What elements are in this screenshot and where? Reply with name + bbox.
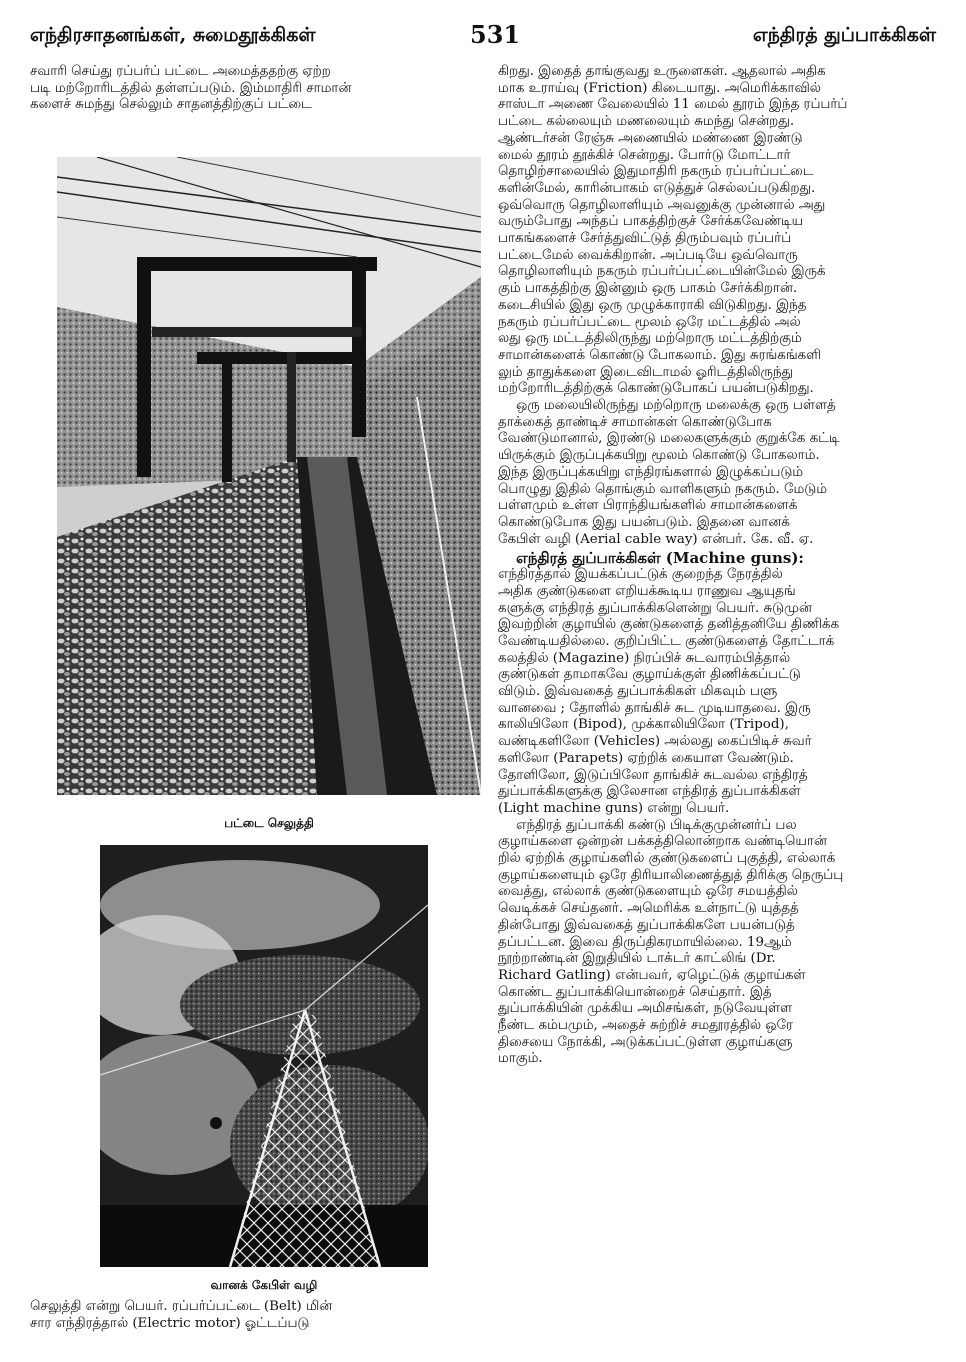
text-line: நீண்ட கம்பமும், அதைச் சுற்றிச் சமதூரத்தில் ஒரே bbox=[498, 1018, 793, 1034]
text-line: குண்டுகள் தாமாகவே குழாய்க்குள் திணிக்கப்பட்டு bbox=[498, 667, 801, 683]
text-line: குழாய்களையும் ஒரே திரியாலிணைத்துத் திரிக்கு நெருப்பு bbox=[498, 867, 844, 883]
text-line: நகரும் ரப்பர்ப்பட்டை மூலம் ஒரே மட்டத்தில் அல் bbox=[498, 314, 801, 330]
text-line: கொண்ட துப்பாக்கியொன்றைச் செய்தார். இத் bbox=[498, 984, 772, 1000]
text-line: சாமான்களைக் கொண்டு போகலாம். இது சுரங்கங்களி bbox=[498, 347, 821, 363]
text-line: றில் ஏற்றிக் குழாய்களில் குண்டுகளைப் புகுத்தி, எல்லாக் bbox=[498, 851, 836, 867]
text-line: களைச் சுமந்து செல்லும் சாதனத்திற்குப் பட்டை bbox=[30, 97, 312, 113]
text-line: கலத்தில் (Magazine) நிரப்பிச் சுடவாரம்பித்தால் bbox=[498, 650, 791, 666]
text-line: சார எந்திரத்தால் (Electric motor) ஓட்டப்படு bbox=[30, 1315, 310, 1331]
text-line: யிருக்கும் இருப்புக்கயிறு மூலம் கொண்டு போகலாம். bbox=[498, 448, 820, 464]
page-number: 531 bbox=[470, 20, 521, 49]
text-line: பட்டை கல்லையும் மணலையும் சுமந்து சென்றது. bbox=[498, 114, 795, 130]
text-line: தொழிலாளியும் நகரும் ரப்பர்ப்பட்டையின்மேல் இருக் bbox=[498, 264, 826, 280]
text-line: பட்டைமேல் வைக்கிறான். அப்படியே ஒவ்வொரு bbox=[498, 247, 798, 263]
text-line: வண்டிகளிலோ (Vehicles) அல்லது கைப்பிடிச் சுவர் bbox=[498, 734, 812, 750]
text-line: கேபிள் வழி (Aerial cable way) என்பர். கே. வீ. ஏ. bbox=[498, 531, 814, 547]
text-line: நூற்றாண்டின் இறுதியில் டாக்டர் காட்லிங் (Dr. bbox=[498, 951, 776, 967]
text-line: ஆண்டர்சன் ரேஞ்சு அணையில் மண்ணை இரண்டு bbox=[498, 130, 803, 146]
text-line: வரும்போது அந்தப் பாகத்திற்குச் சேர்க்கவேண்டிய bbox=[498, 214, 804, 230]
text-line: கிறது. இதைத் தாங்குவது உருளைகள். ஆதலால் அதிக bbox=[498, 64, 826, 79]
text-line: எந்திரத் துப்பாக்கி கண்டு பிடிக்குமுன்னர்ப் பல bbox=[516, 817, 797, 833]
page-header bbox=[0, 18, 966, 50]
text-line: சாஸ்டா அணை வேலையில் 11 மைல் தூரம் இந்த ரப்பர்ப் bbox=[498, 97, 848, 113]
section-heading: எந்திரத் துப்பாக்கிகள் (Machine guns): bbox=[516, 549, 804, 568]
text-line: திசையை நோக்கி, அடுக்கப்பட்டுள்ள குழாய்களு bbox=[498, 1034, 793, 1050]
text-line: லது ஒரு மட்டத்திலிருந்து மற்றொரு மட்டத்திற்கும் bbox=[498, 331, 802, 347]
text-line: தப்பட்டன. இவை திருப்திகரமாயில்லை. 19ஆம் bbox=[498, 934, 792, 950]
figure-caption: வானக் கேபிள் வழி bbox=[210, 1278, 318, 1292]
text-line: தாக்கைத் தாண்டிச் சாமான்கள் கொண்டுபோக bbox=[498, 414, 772, 430]
text-line: கொண்டுபோக இது பயன்படும். இதனை வானக் bbox=[498, 514, 790, 530]
figure-caption: பட்டை செலுத்தி bbox=[224, 816, 314, 830]
left-column-top-text bbox=[30, 64, 482, 114]
text-line: வானவை ; தோளில் தாங்கிச் சுட முடியாதவை. இரு bbox=[498, 700, 811, 716]
text-line: இவற்றின் குழாயில் குண்டுகளைத் தனித்தனியே திணிக்க bbox=[498, 617, 840, 633]
text-line: பொழுது இதில் தொங்கும் வாளிகளும் நகரும். மேடும் bbox=[498, 481, 827, 497]
text-line: சவாரி செய்து ரப்பர்ப் பட்டை அமைத்ததற்கு ஏற்ற bbox=[30, 64, 331, 79]
text-line: துப்பாக்கிகளுக்கு இலேசான எந்திரத் துப்பாக்கிகள் bbox=[498, 784, 801, 800]
text-line: மைல் தூரம் தூக்கிச் சென்றது. போர்டு மோட்டார் bbox=[498, 147, 791, 163]
text-line: தொழிற்சாலையில் இதுமாதிரி நகரும் ரப்பர்ப்பட்டை bbox=[498, 164, 814, 180]
text-line: கடைசியில் இது ஒரு முழுக்காராகி விடுகிறது. இந்த bbox=[498, 297, 807, 313]
text-line: வெடிக்கச் செய்தனர். அமெரிக்க உள்நாட்டு யுத்தத் bbox=[498, 901, 799, 917]
text-line: Richard Gatling) என்பவர், ஏழெட்டுக் குழாய்கள் bbox=[498, 967, 806, 983]
text-line: களிலோ (Parapets) ஏற்றிக் கையாள வேண்டும். bbox=[498, 750, 794, 766]
text-line: கும் பாகத்திற்கு இன்னும் ஒரு பாகம் சேர்க்கிறான். bbox=[498, 281, 798, 297]
left-column-bottom-text bbox=[30, 1299, 482, 1332]
text-line: ஒவ்வொரு தொழிலாளியும் அவனுக்கு முன்னால் அது bbox=[498, 197, 826, 213]
header-right-title: எந்திரத் துப்பாக்கிகள் bbox=[752, 24, 936, 46]
right-column-text bbox=[498, 64, 942, 1068]
text-line: களுக்கு எந்திரத் துப்பாக்கிகளென்று பெயர். சுடுமுன் bbox=[498, 600, 812, 616]
text-line: மாக உராய்வு (Friction) கிடையாது. அமெரிக்காவில் bbox=[498, 80, 821, 96]
text-line: செலுத்தி என்று பெயர். ரப்பர்ப்பட்டை (Belt) மின் bbox=[30, 1299, 333, 1314]
text-line: விடும். இவ்வகைத் துப்பாக்கிகள் மிகவும் பளு bbox=[498, 684, 778, 700]
header-left-title: எந்திரசாதனங்கள், சுமைதூக்கிகள் bbox=[30, 24, 316, 46]
text-line: வேண்டியதில்லை. குறிப்பிட்ட குண்டுகளைத் தோட்டாக் bbox=[498, 633, 835, 649]
text-line: தோளிலோ, இடுப்பிலோ தாங்கிச் சுடவல்ல எந்திரத் bbox=[498, 767, 808, 783]
text-line: தின்போது இவ்வகைத் துப்பாக்கிகளே பயன்படுத் bbox=[498, 917, 795, 933]
belt-conveyor-photo bbox=[57, 157, 481, 795]
text-line: மற்றோரிடத்திற்குக் கொண்டுபோகப் பயன்படுகிறது. bbox=[498, 381, 814, 397]
text-line: (Light machine guns) என்று பெயர். bbox=[498, 800, 730, 816]
text-line: இந்த இருப்புக்கயிறு எந்திரங்களால் இழுக்கப்படும் bbox=[498, 464, 804, 480]
text-line: எந்திரத்தால் இயக்கப்பட்டுக் குறைந்த நேரத்தில் bbox=[498, 567, 783, 583]
text-line: படி மற்றோரிடத்தில் தள்ளப்படும். இம்மாதிரி சாமான் bbox=[30, 80, 352, 96]
text-line: வைத்து, எல்லாக் குண்டுகளையும் ஒரே சமயத்தில் bbox=[498, 884, 798, 900]
text-line: ஒரு மலையிலிருந்து மற்றொரு மலைக்கு ஒரு பள்ளத் bbox=[516, 398, 836, 414]
text-line: மாகும். bbox=[498, 1051, 543, 1067]
text-line: பாகங்களைச் சேர்த்துவிட்டுத் திரும்பவும் ரப்பர்ப் bbox=[498, 231, 792, 247]
text-line: பள்ளமும் உள்ள பிராந்தியங்களில் சாமான்களைக் bbox=[498, 498, 798, 514]
aerial-cableway-photo bbox=[100, 845, 428, 1267]
text-line: காலியிலோ (Bipod), முக்காலியிலோ (Tripod), bbox=[498, 717, 789, 733]
text-line: குழாய்களை ஒன்றன் பக்கத்திலொன்றாக வண்டியொன் bbox=[498, 834, 827, 850]
text-line: களின்மேல், காரின்பாகம் எடுத்துச் செல்லப்படுகிறது. bbox=[498, 180, 816, 196]
text-line: அதிக குண்டுகளை எறியக்கூடிய ராணுவ ஆயுதங் bbox=[498, 583, 796, 599]
text-line: லும் தாதுக்களை இடைவிடாமல் ஓரிடத்திலிருந்து bbox=[498, 364, 794, 380]
text-line: வேண்டுமானால், இரண்டு மலைகளுக்கும் குறுக்கே கட்டி bbox=[498, 431, 840, 447]
text-line: துப்பாக்கியின் முக்கிய அமிசங்கள், நடுவேயுள்ள bbox=[498, 1001, 793, 1017]
